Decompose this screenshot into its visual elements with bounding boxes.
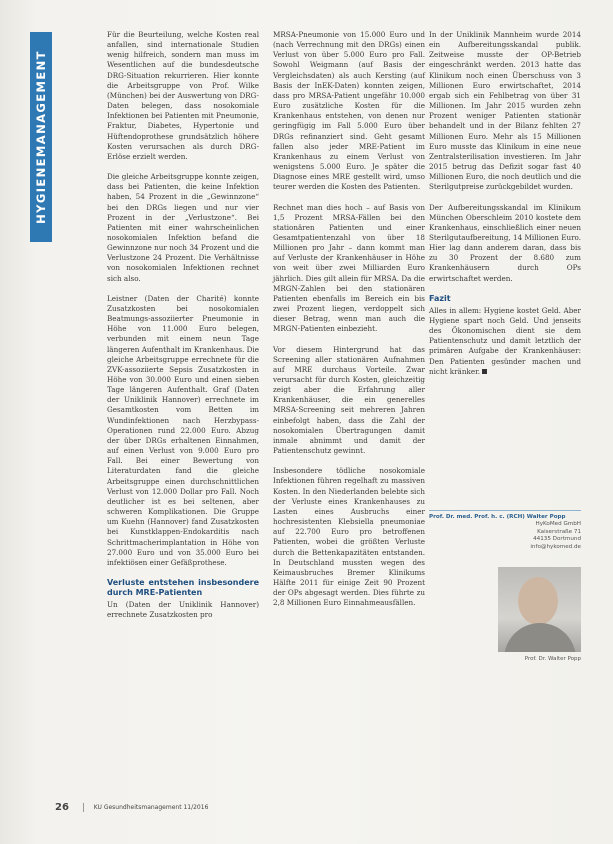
- paragraph: Der Aufbereitungsskandal im Klinikum München Oberschleim 2010 kostete dem Krankenhaus, einschließlich einer neuen Sterilgutaufbereitung, 14 Millionen Euro. Hier lag dann anderem daran, dass bis zu 30 Prozent der 8.680 zum Krankenhäusern durch OPs erwirtschaftet werden.: [429, 202, 581, 283]
- publication-name: KU Gesundheitsmanagement 11/2016: [93, 804, 209, 811]
- author-org: HyKoMed GmbH: [535, 521, 581, 528]
- fazit-paragraph: [429, 306, 581, 377]
- fazit-text: Alles in allem: Hygiene kostet Geld. Aber Hygiene spart noch Geld. Und jenseits des Ökonomischen dient sie dem Patientenschutz und damit letztlich der primären Aufgabe der Krankenhäuser: Den Patienten gesünder machen und nicht kränker.: [429, 305, 581, 376]
- paragraph: Die gleiche Arbeitsgruppe konnte zeigen, dass bei Patienten, die keine Infektion haben, 54 Prozent in die „Gewinnzone“ bei den DRGs liegen und nur vier Prozent in der „Verlustzone“. Bei Patienten mit einer wahrscheinlichen nosokomialen Infektion befand die Gewinnzone nur noch 34 Prozent und die Verlustzone 24 Prozent. Die Verhältnisse von nosokomialen Infektionen rechnet sich also.: [107, 172, 259, 283]
- article-column-3: [429, 30, 581, 387]
- author-photo: [498, 567, 581, 652]
- end-of-article-mark: [482, 369, 487, 374]
- section-subhead: Verluste entstehen insbesondere durch MRE-Patienten: [107, 577, 259, 597]
- paragraph: Insbesondere tödliche nosokomiale Infektionen führen regelhaft zu massiven Kosten. In den Niederlanden belebte sich der Verluste eines Krankenhauses zu Lasten eines Ausbruchs einer hochresistenten Klebsiella pneumoniae auf 22.700 Euro pro betroffenen Patienten, wobei die größten Verluste durch die Bettenkapazitäten entstanden. In Deutschland mussten wegen des Keimausbruches Bremer Klinikums Hälfte 2011 für einige Zeit 90 Prozent der OPs abgesagt werden. Dies führte zu 2,8 Millionen Euro Einnahmeausfällen.: [273, 466, 425, 608]
- paragraph: Leistner (Daten der Charité) konnte Zusatzkosten bei nosokomialen Beatmungs-assoziierter Pneumonie in Höhe von 11.000 Euro belegen, verbunden mit einem neun Tage längeren Aufenthalt im Krankenhaus. Die gleiche Arbeitsgruppe errechnete für die ZVK-assoziierte Sepsis Zusatzkosten in Höhe von 30.000 Euro und einen sieben Tage längeren Aufenthalt. Graf (Daten der Uniklinik Hannover) errechnete im Gesamtkosten vom Betten im Wundinfektionen nach Herzbypass-Operationen rund 22.000 Euro. Abzug der über DRGs erhaltenen Einnahmen, auf einen Verlust von 9.000 Euro pro Fall. Bei einer Bewertung von Literaturdaten fand die gleiche Arbeitsgruppe einen durchschnittlichen Verlust von 12.000 Dollar pro Fall. Noch deutlicher ist es bei seltenen, aber schweren Komplikationen. Die Gruppe um Kuehn (Hannover) fand Zusatzkosten bei Kunstklappen-Endokarditis nach Schrittmacherimplantation in Höhe von 27.000 Euro und von 35.000 Euro bei infektiösen einer Gefäßprothese.: [107, 293, 259, 567]
- author-photo-shoulders: [504, 623, 576, 652]
- footer-divider: [83, 803, 84, 812]
- photo-caption: Prof. Dr. Walter Popp: [524, 656, 581, 662]
- author-street: Kaiserstraße 71: [537, 528, 581, 535]
- paragraph: Un (Daten der Uniklinik Hannover) errechnete Zusatzkosten pro: [107, 599, 259, 620]
- article-column-2: [273, 30, 425, 618]
- author-name: Prof. Dr. med. Prof. h. c. (RCH) Walter Popp: [429, 514, 566, 520]
- author-city: 44135 Dortmund: [533, 536, 581, 543]
- paragraph: Für die Beurteilung, welche Kosten real anfallen, sind internationale Studien wenig hilfreich, sondern man muss im Wesentlichen auf die bundesdeutsche DRG-Situation rekurrieren. Hier konnte die Arbeitsgruppe von Prof. Wilke (München) bei der Auswertung von DRG-Daten belegen, dass nosokomiale Infektionen bei Patienten mit Pneumonie, Fraktur, Diabetes, Hypertonie und Hüftendoprothese grundsätzlich höhere Kosten verursachen als durch DRG-Erlöse erzielt werden.: [107, 30, 259, 161]
- paragraph: Vor diesem Hintergrund hat das Screening aller stationären Aufnahmen auf MRE durchaus Vorteile. Zwar verursacht für durch Kosten, gleichzeitig zeigt aber die Erfahrung aller Krankenhäuser, die ein generelles MRSA-Screening seit mehreren Jahren einbefolgt haben, dass die Zahl der nosokomialen Übertragungen damit inmale abnimmt und damit der Patientenschutz gewinnt.: [273, 344, 425, 456]
- paragraph: In der Uniklinik Mannheim wurde 2014 ein Aufbereitungsskandal publik. Zeitweise musste der OP-Betrieb eingeschränkt werden. 2013 hatte das Klinikum noch einen Überschuss von 3 Millionen Euro erwirtschaftet, 2014 ergab sich ein Fehlbetrag von über 31 Millionen. Im Jahr 2015 wurden zehn Prozent weniger Patienten stationär behandelt und in der Bilanz fehlten 27 Millionen Euro. Mehr als 15 Millionen Euro musste das Klinikum in eine neue Zentralsterilisation investieren. Im Jahr 2015 betrug das Defizit sogar fast 40 Millionen Euro, die noch deutlich und die Sterilgutpreise zurückgebildet wurden.: [429, 30, 581, 192]
- author-box: [429, 510, 581, 551]
- fazit-heading: Fazit: [429, 293, 451, 303]
- section-tab: [30, 32, 52, 242]
- author-email[interactable]: info@hykomed.de: [530, 543, 581, 550]
- paragraph: Rechnet man dies hoch – auf Basis von 1,5 Prozent MRSA-Fällen bei den stationären Patienten und einer Gesamtpatientenzahl von über 18 Millionen pro Jahr – dann kommt man auf Verluste der Krankenhäuser in Höhe von weit über zwei Milliarden Euro jährlich. Dies gilt allein für MRSA. Da die MRGN-Zahlen bei den stationären Patienten ebenfalls im Bereich ein bis zwei Prozent liegen, verdoppelt sich dieser Betrag, wenn man auch die MRGN-Patienten einbezieht.: [273, 202, 425, 334]
- author-photo-head: [518, 577, 558, 625]
- article-column-1: [107, 30, 259, 630]
- paragraph: MRSA-Pneumonie von 15.000 Euro und (nach Verrechnung mit den DRGs) einen Verlust von über 5.000 Euro pro Fall. Sowohl Weigmann (auf Basis der Vergleichsdaten) als auch Kersting (auf Basis der InEK-Daten) konnten zeigen, dass pro MRSA-Patient ungefähr 10.000 Euro zusätzliche Kosten für die Krankenhaus entstehen, von denen nur geringfügig im Fall 5.000 Euro über DRGs refinanziert sind. Geht gesamt fallen also jeder MRE-Patient im Krankenhaus zu einem Verlust von wenigstens 5.000 Euro. Je später die Diagnose eines MRE gestellt wird, umso teurer werden die Kosten des Patienten.: [273, 30, 425, 192]
- page-number: 26: [55, 802, 69, 813]
- section-tab-label: HYGIENEMANAGEMENT: [34, 50, 48, 224]
- page-footer: [55, 802, 575, 813]
